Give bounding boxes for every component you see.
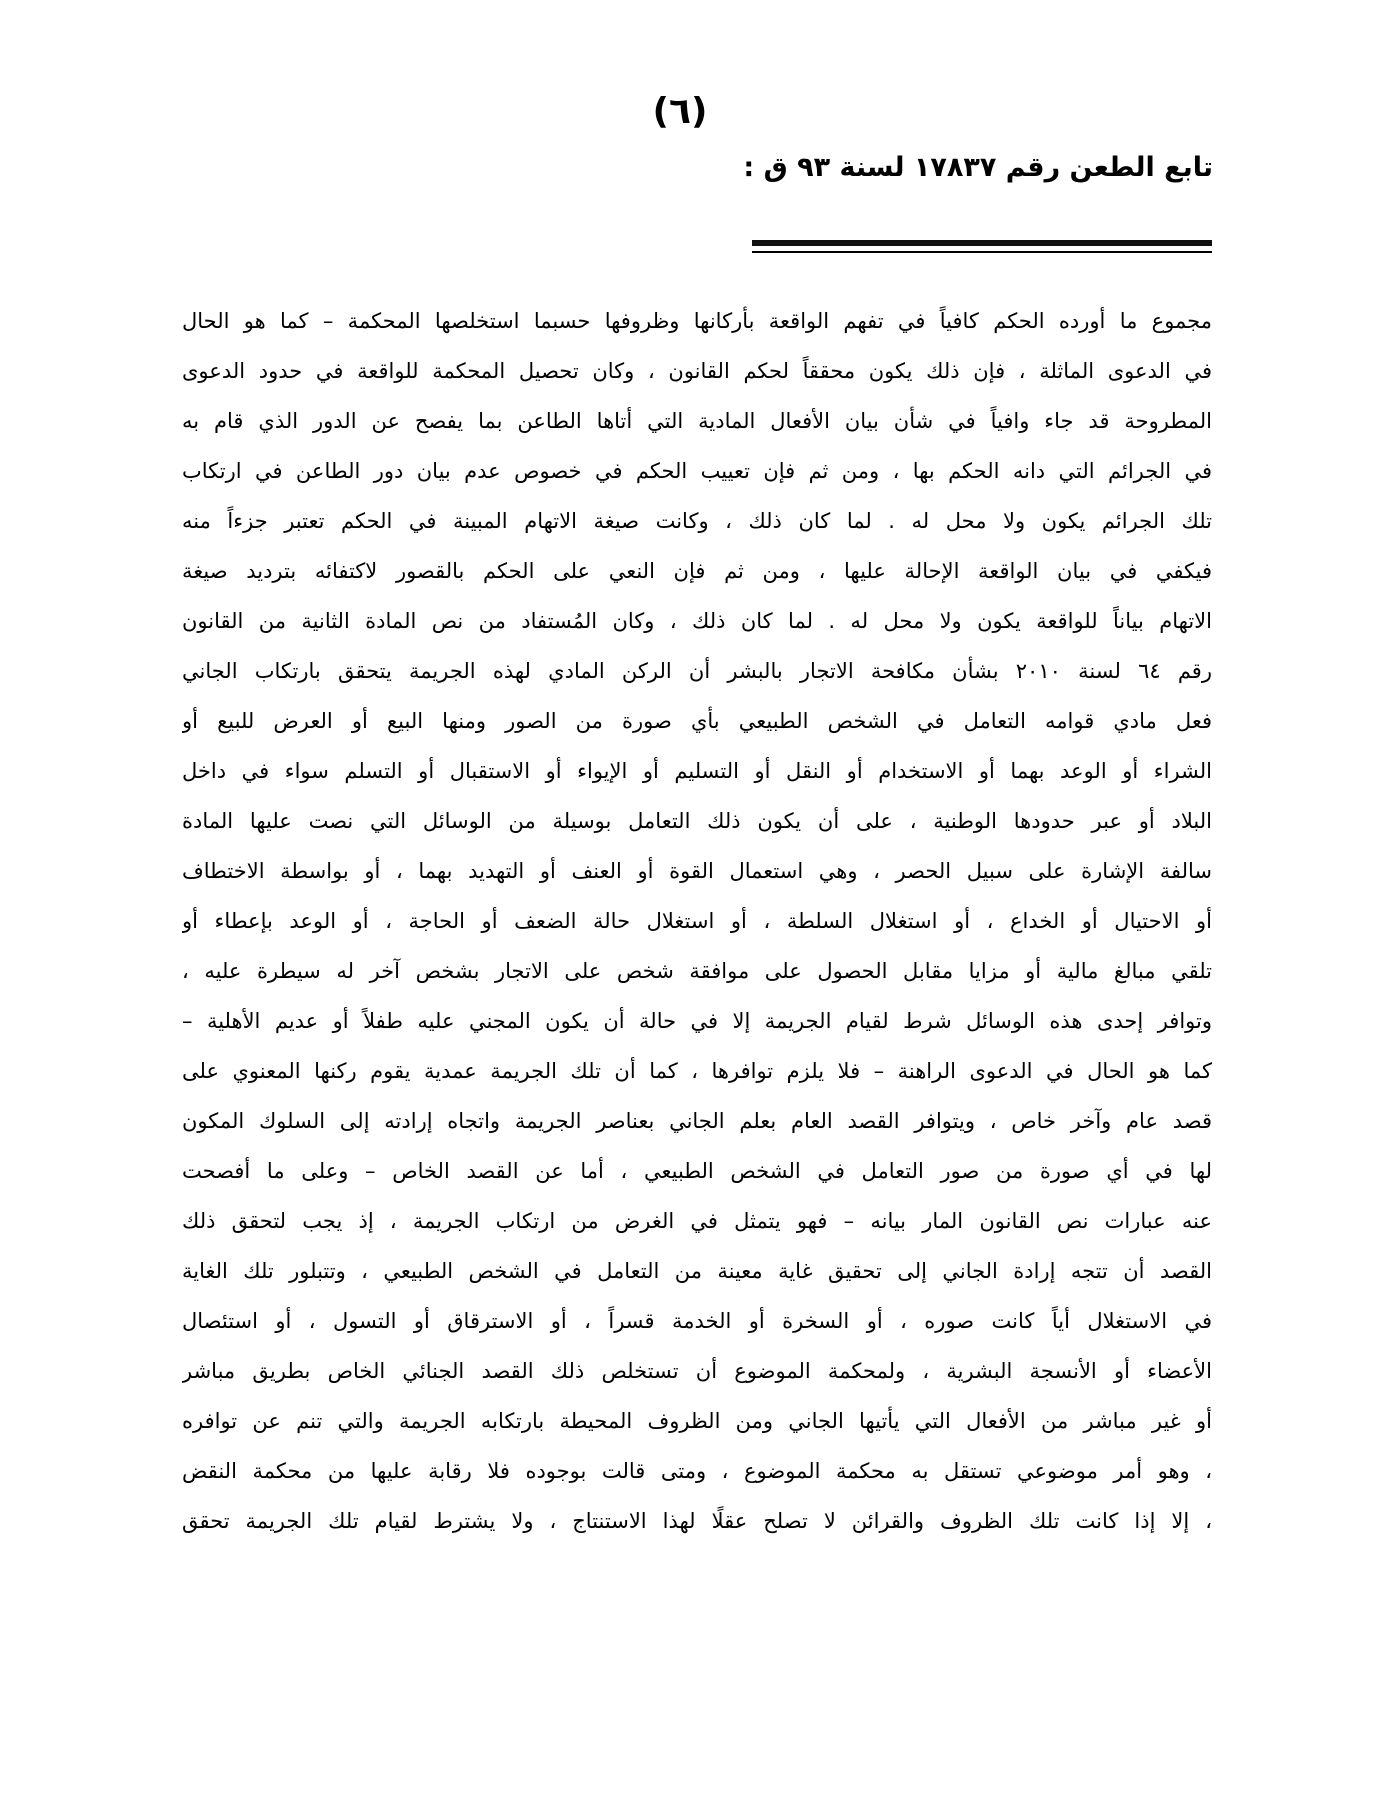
text-line: لها في أي صورة من صور التعامل في الشخص الطبيعي ، أما عن القصد الخاص – وعلى ما أفصحت: [182, 1159, 1212, 1183]
text-line: كما هو الحال في الدعوى الراهنة – فلا يلزم توافرها ، كما أن تلك الجريمة عمدية يقوم ركنها المعنوي على: [182, 1059, 1212, 1083]
header-rule-thin: [752, 251, 1212, 253]
text-line: في الدعوى الماثلة ، فإن ذلك يكون محققاً لحكم القانون ، وكان تحصيل المحكمة للواقعة في حدود الدعوى: [182, 359, 1212, 383]
text-line: في الجرائم التي دانه الحكم بها ، ومن ثم فإن تعييب الحكم في خصوص عدم بيان دور الطاعن في ارتكاب: [182, 459, 1212, 483]
text-line: فعل مادي قوامه التعامل في الشخص الطبيعي بأي صورة من الصور ومنها البيع أو العرض للبيع أو: [182, 709, 1212, 733]
text-line: المطروحة قد جاء وافياً في شأن بيان الأفعال المادية التي أتاها الطاعن بما يفصح عن الدور الذي قام به: [182, 409, 1212, 433]
text-line: سالفة الإشارة على سبيل الحصر ، وهي استعمال القوة أو العنف أو التهديد بهما ، أو بواسطة الاختطاف: [182, 859, 1212, 883]
text-line: البلاد أو عبر حدودها الوطنية ، على أن يكون ذلك التعامل بوسيلة من الوسائل التي نصت عليها المادة: [182, 809, 1212, 833]
page-number: (٦): [652, 91, 708, 132]
text-line: الاتهام بياناً للواقعة يكون ولا محل له . لما كان ذلك ، وكان المُستفاد من نص المادة الثانية من القانون: [182, 609, 1212, 633]
text-line: مجموع ما أورده الحكم كافياً في تفهم الواقعة بأركانها وظروفها حسبما استخلصها المحكمة – كما هو الحال: [182, 309, 1212, 333]
case-header: تابع الطعن رقم ١٧٨٣٧ لسنة ٩٣ ق :: [743, 152, 1213, 183]
text-line: فيكفي في بيان الواقعة الإحالة عليها ، ومن ثم فإن النعي على الحكم بالقصور لاكتفائه بترديد صيغة: [182, 559, 1212, 583]
text-line: ، إلا إذا كانت تلك الظروف والقرائن لا تصلح عقلًا لهذا الاستنتاج ، ولا يشترط لقيام تلك الجريمة تحقق: [182, 1509, 1212, 1533]
text-line: رقم ٦٤ لسنة ٢٠١٠ بشأن مكافحة الاتجار بالبشر أن الركن المادي لهذه الجريمة يتحقق بارتكاب الجاني: [182, 659, 1212, 683]
text-line: الأعضاء أو الأنسجة البشرية ، ولمحكمة الموضوع أن تستخلص ذلك القصد الجنائي الخاص بطريق مباشر: [182, 1359, 1212, 1383]
text-line: أو الاحتيال أو الخداع ، أو استغلال السلطة ، أو استغلال حالة الضعف أو الحاجة ، أو الوعد بإعطاء أو: [182, 909, 1212, 933]
text-line: عنه عبارات نص القانون المار بيانه – فهو يتمثل في الغرض من ارتكاب الجريمة ، إذ يجب لتحقق ذلك: [182, 1209, 1212, 1233]
text-line: في الاستغلال أياً كانت صوره ، أو السخرة أو الخدمة قسراً ، أو الاسترقاق أو التسول ، أو استئصال: [182, 1309, 1212, 1333]
text-line: تلقي مبالغ مالية أو مزايا مقابل الحصول على موافقة شخص على الاتجار بشخص آخر له سيطرة عليه ،: [182, 959, 1212, 983]
body-text: [182, 296, 1212, 1546]
text-line: تلك الجرائم يكون ولا محل له . لما كان ذلك ، وكانت صيغة الاتهام المبينة في الحكم تعتبر جزءاً منه: [182, 509, 1212, 533]
header-rule-thick: [752, 240, 1212, 246]
text-line: قصد عام وآخر خاص ، ويتوافر القصد العام بعلم الجاني بعناصر الجريمة واتجاه إرادته إلى السلوك المكون: [182, 1109, 1212, 1133]
text-line: القصد أن تتجه إرادة الجاني إلى تحقيق غاية معينة من التعامل في الشخص الطبيعي ، وتتبلور تلك الغاية: [182, 1259, 1212, 1283]
text-line: أو غير مباشر من الأفعال التي يأتيها الجاني ومن الظروف المحيطة بارتكابه الجريمة والتي تنم عن توافره: [182, 1409, 1212, 1433]
text-line: ، وهو أمر موضوعي تستقل به محكمة الموضوع ، ومتى قالت بوجوده فلا رقابة عليها من محكمة النقض: [182, 1459, 1212, 1483]
text-line: وتوافر إحدى هذه الوسائل شرط لقيام الجريمة إلا في حالة أن يكون المجني عليه طفلاً أو عديم الأهلية –: [182, 1009, 1212, 1033]
text-line: الشراء أو الوعد بهما أو الاستخدام أو النقل أو التسليم أو الإيواء أو الاستقبال أو التسلم سواء في داخل: [182, 759, 1212, 783]
